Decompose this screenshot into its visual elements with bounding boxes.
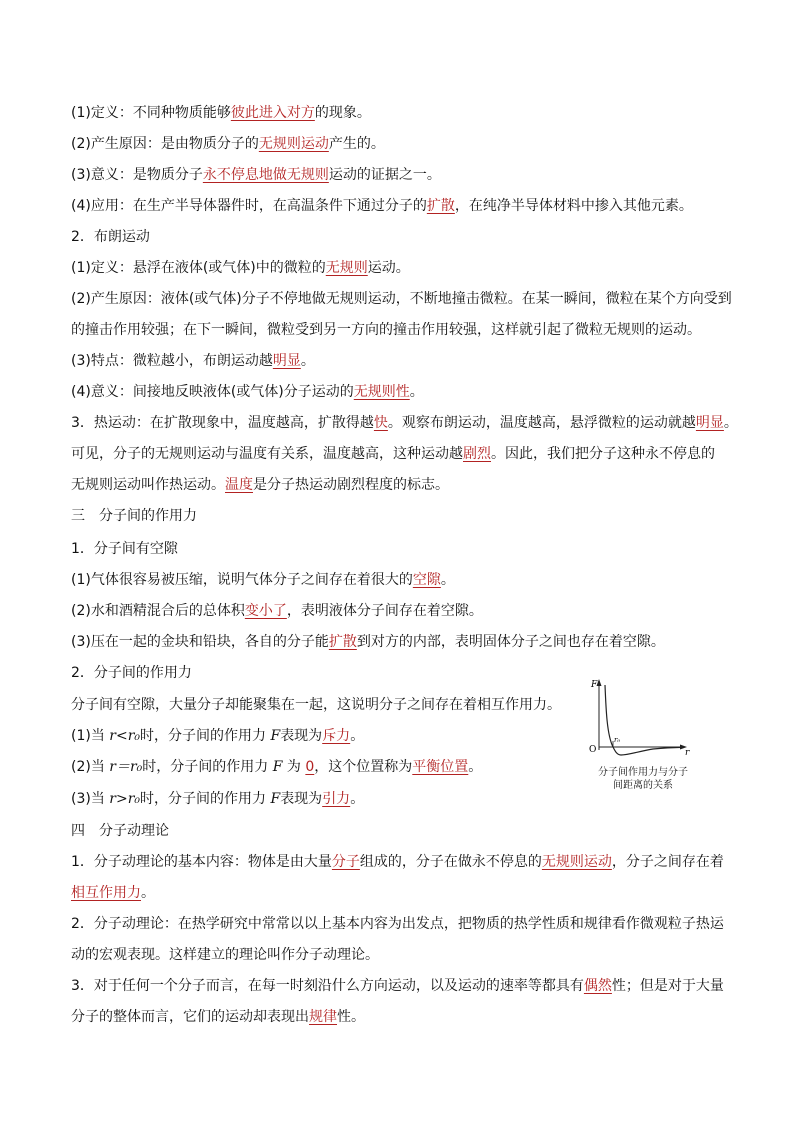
thermal-line-1: [71, 414, 738, 432]
answer-blank: 偶然: [583, 978, 612, 994]
text: 3．对于任何一个分子而言，在每一时刻沿什么方向运动，以及运动的速率等都具有: [71, 978, 584, 994]
text: 是分子热运动剧烈程度的标志。: [253, 477, 449, 493]
answer-blank: 变小了: [244, 603, 287, 619]
text: 表现为: [280, 728, 323, 744]
text: (2)产生原因：是由物质分子的: [71, 136, 259, 152]
condition: r＝r₀: [109, 759, 143, 775]
kinetic-theory-3b: [71, 1008, 365, 1026]
kinetic-theory-3: [71, 977, 724, 995]
answer-blank: 快: [373, 415, 388, 431]
text: 分子的整体而言，它们的运动却表现出: [71, 1009, 309, 1025]
text: 。: [350, 791, 365, 807]
answer-blank: 斥力: [322, 728, 351, 744]
text: (1)定义：不同种物质能够: [71, 105, 231, 121]
origin-label: O: [589, 745, 597, 755]
kinetic-theory-1: [71, 853, 724, 871]
answer-blank: 无规则性: [353, 384, 410, 400]
section-title: 三 分子间的作用力: [71, 508, 197, 524]
answer-blank: 规律: [309, 1009, 337, 1025]
diffusion-cause: [71, 135, 385, 153]
gap-gas: [71, 571, 455, 589]
answer-blank: 温度: [225, 477, 253, 493]
symbol: F: [270, 728, 281, 744]
text: 产生的。: [328, 136, 385, 152]
text: 的现象。: [314, 105, 371, 121]
text: 。: [300, 353, 315, 369]
text: 3．热运动：在扩散现象中，温度越高，扩散得越: [71, 415, 374, 431]
answer-blank: 彼此进入对方: [230, 105, 315, 121]
answer-blank: 扩散: [328, 634, 357, 650]
gap-liquid: [71, 602, 483, 620]
text: 时，分子间的作用力: [142, 759, 273, 775]
thermal-line-2: [71, 445, 715, 463]
gap-solid: [71, 633, 665, 651]
figure-caption-2: 间距离的关系: [613, 780, 673, 791]
brownian-cause-1: (2)产生原因：液体(或气体)分子不停地做无规则运动，不断地撞击微粒。在某一瞬间，微粒在某个方向受到: [71, 291, 732, 307]
text: 1．分子动理论的基本内容：物体是由大量: [71, 854, 332, 870]
text: (3)特点：微粒越小，布朗运动越: [71, 353, 273, 369]
text: 运动的证据之一。: [328, 167, 441, 183]
answer-blank: 无规则运动: [541, 854, 612, 870]
brownian-meaning: [71, 383, 424, 401]
text: 。因此，我们把分子这种永不停息的: [491, 446, 715, 462]
force-title: 2．分子间的作用力: [71, 665, 192, 681]
condition: r>r₀: [109, 791, 141, 807]
kinetic-theory-1b: [71, 884, 155, 902]
y-axis-label: F: [591, 680, 598, 690]
force-case-2: [71, 758, 482, 776]
text: ，分子之间存在着: [611, 854, 724, 870]
text: 到对方的内部，表明固体分子之间也存在着空隙。: [356, 634, 665, 650]
text: 时，分子间的作用力: [140, 791, 271, 807]
force-intro: 分子间有空隙，大量分子却能聚集在一起，这说明分子之间存在着相互作用力。: [71, 697, 561, 713]
text: 。: [350, 728, 365, 744]
answer-blank: 分子: [331, 854, 360, 870]
force-case-1: [71, 727, 364, 745]
answer-blank: 明显: [695, 415, 724, 431]
text: 为: [282, 759, 306, 775]
diffusion-definition: [71, 104, 371, 122]
force-case-3: [71, 790, 364, 808]
text: (2)当: [71, 759, 110, 775]
r0-label: r₀: [614, 736, 621, 744]
answer-blank: 扩散: [426, 198, 455, 214]
kinetic-theory-2b: 动的宏观表现。这样建立的理论叫作分子动理论。: [71, 947, 379, 963]
text: (3)当: [71, 791, 110, 807]
text: (3)压在一起的金块和铅块，各自的分子能: [71, 634, 329, 650]
text: ，在纯净半导体材料中掺入其他元素。: [454, 198, 693, 214]
text: 可见，分子的无规则运动与温度有关系，温度越高，这种运动越: [71, 446, 463, 462]
text: 。: [409, 384, 424, 400]
y-axis-arrow: [597, 679, 602, 686]
force-distance-graph: [585, 675, 695, 765]
brownian-feature: [71, 352, 315, 370]
text: (1)当: [71, 728, 110, 744]
thermal-line-3: [71, 476, 449, 494]
brownian-title: 2．布朗运动: [71, 229, 150, 245]
symbol: F: [272, 759, 283, 775]
force-curve: [605, 685, 681, 755]
text: (3)意义：是物质分子: [71, 167, 203, 183]
text: 。: [468, 759, 483, 775]
answer-blank: 无规则运动: [258, 136, 329, 152]
answer-blank: 空隙: [412, 572, 441, 588]
answer-blank: 明显: [272, 353, 301, 369]
brownian-definition: [71, 259, 410, 277]
brownian-cause-2: 的撞击作用较强；在下一瞬间，微粒受到另一方向的撞击作用较强，这样就引起了微粒无规则的运动。: [71, 322, 701, 338]
x-axis-label: r: [685, 748, 690, 758]
gap-title: 1．分子间有空隙: [71, 541, 178, 557]
diffusion-meaning: [71, 166, 441, 184]
answer-blank: 引力: [322, 791, 351, 807]
answer-blank: 相互作用力: [71, 885, 141, 901]
section-title: 四 分子动理论: [71, 823, 169, 839]
figure-caption-1: 分子间作用力与分子: [598, 767, 688, 778]
text: 运动。: [367, 260, 410, 276]
text: (4)意义：间接地反映液体(或气体)分子运动的: [71, 384, 354, 400]
text: 无规则运动叫作热运动。: [71, 477, 225, 493]
text: (4)应用：在生产半导体器件时，在高温条件下通过分子的: [71, 198, 427, 214]
text: (2)水和酒精混合后的总体积: [71, 603, 245, 619]
text: (1)气体很容易被压缩，说明气体分子之间存在着很大的: [71, 572, 413, 588]
text: 。: [141, 885, 155, 901]
answer-blank: 平衡位置: [412, 759, 469, 775]
diffusion-application: [71, 197, 693, 215]
answer-blank: 0: [305, 759, 315, 775]
text: (1)定义：悬浮在液体(或气体)中的微粒的: [71, 260, 326, 276]
answer-blank: 无规则: [325, 260, 368, 276]
kinetic-theory-2a: 2．分子动理论：在热学研究中常常以以上基本内容为出发点，把物质的热学性质和规律看作微观粒子热运: [71, 916, 724, 932]
symbol: F: [270, 791, 281, 807]
text: 组成的，分子在做永不停息的: [359, 854, 542, 870]
text: 。: [440, 572, 455, 588]
text: 。观察布朗运动，温度越高，悬浮微粒的运动就越: [387, 415, 696, 431]
text: 时，分子间的作用力: [140, 728, 271, 744]
answer-blank: 剧烈: [463, 446, 491, 462]
text: 性。: [337, 1009, 365, 1025]
answer-blank: 永不停息地做无规则: [202, 167, 329, 183]
text: 表现为: [280, 791, 323, 807]
text: ，这个位置称为: [314, 759, 413, 775]
text: ，表明液体分子间存在着空隙。: [286, 603, 483, 619]
text: 性；但是对于大量: [611, 978, 724, 994]
text: 。: [723, 415, 738, 431]
condition: r<r₀: [109, 728, 141, 744]
